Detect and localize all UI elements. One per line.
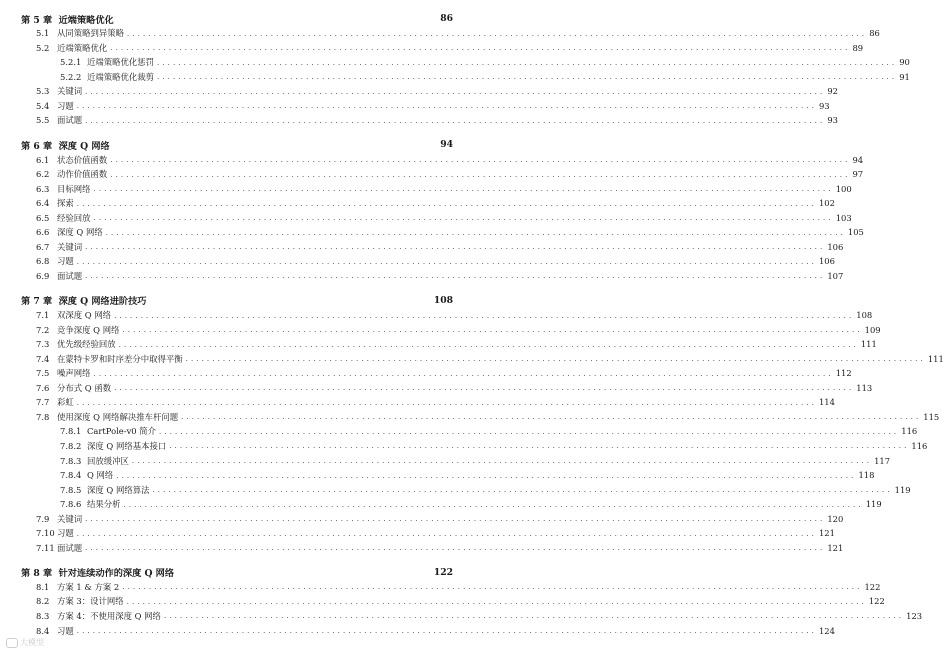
- entry-number: 6.9: [36, 270, 50, 281]
- dot-leader: ...........................................................................................................................................: [76, 257, 817, 266]
- dot-leader: ...........................................................................................................................................: [114, 384, 855, 393]
- entry-title: 关键词: [57, 513, 83, 524]
- toc-subsection[interactable]: [60, 498, 882, 511]
- dot-leader: ...........................................................................................................................................: [185, 355, 926, 364]
- entry-title: 经验回放: [57, 212, 91, 223]
- toc-section[interactable]: [36, 309, 873, 322]
- entry-title: 动作价值函数: [57, 169, 108, 179]
- entry-page: 119: [865, 499, 882, 510]
- dot-leader: ...........................................................................................................................................: [122, 326, 863, 334]
- entry-title: 关键词: [57, 241, 83, 252]
- chapter-title: [21, 138, 440, 152]
- entry-page: 114: [818, 397, 835, 408]
- entry-number: 7.5: [36, 368, 50, 379]
- dot-leader: ...........................................................................................................................................: [76, 102, 817, 111]
- entry-title: 噪声网络: [57, 368, 91, 379]
- entry-page: 121: [827, 542, 844, 553]
- dot-leader: ...........................................................................................................................................: [163, 612, 905, 621]
- entry-title: CartPole-v0 简介: [87, 426, 157, 437]
- dot-leader: ...........................................................................................................................................: [110, 156, 851, 164]
- entry-title: 面试题: [57, 115, 83, 126]
- chapter-name: 近端策略优化: [58, 14, 114, 26]
- dot-leader: ...........................................................................................................................................: [85, 544, 826, 553]
- toc-subsection[interactable]: [60, 483, 911, 496]
- entry-page: 107: [827, 270, 844, 281]
- entry-page: 116: [901, 426, 918, 437]
- dot-leader: ...........................................................................................................................................: [93, 214, 834, 223]
- toc-section[interactable]: [36, 381, 873, 394]
- entry-number: 6.7: [36, 241, 50, 252]
- dot-leader: ...........................................................................................................................................: [118, 340, 859, 349]
- toc-section[interactable]: [36, 512, 844, 525]
- entry-page: 105: [847, 227, 864, 238]
- entry-page: 123: [906, 610, 923, 621]
- entry-title: 探索: [57, 198, 74, 209]
- entry-title: 回放缓冲区: [87, 455, 129, 466]
- entry-page: 93: [827, 115, 838, 126]
- entry-title: 关键词: [57, 86, 83, 97]
- entry-title: 双深度 Q 网络: [57, 310, 112, 320]
- toc-section[interactable]: [36, 197, 835, 210]
- entry-number: 5.4: [36, 100, 50, 111]
- entry-number: 5.2.1: [60, 57, 82, 68]
- entry-page: 112: [835, 368, 852, 379]
- dot-leader: ...........................................................................................................................................: [159, 427, 900, 436]
- dot-leader: ...........................................................................................................................................: [131, 457, 873, 465]
- entry-title: 面试题: [57, 270, 83, 281]
- chapter-page: 86: [440, 13, 453, 24]
- chapter-number: 第 5 章: [21, 14, 53, 26]
- toc-chapter[interactable]: [21, 294, 453, 307]
- entry-number: 6.6: [36, 227, 50, 238]
- watermark-logo-icon: [6, 638, 18, 648]
- dot-leader: ...........................................................................................................................................: [122, 583, 863, 592]
- dot-leader: ...........................................................................................................................................: [85, 515, 826, 524]
- entry-page: 111: [927, 353, 944, 364]
- entry-number: 6.8: [36, 256, 50, 267]
- entry-page: 124: [818, 625, 835, 636]
- entry-number: 7.2: [36, 324, 50, 335]
- entry-title: 彩虹: [57, 397, 74, 408]
- entry-title: 使用深度 Q 网络解决推车杆问题: [57, 411, 179, 422]
- entry-page: 119: [894, 484, 911, 495]
- entry-page: 93: [818, 100, 830, 111]
- dot-leader: ...........................................................................................................................................: [93, 369, 834, 378]
- toc-subsection[interactable]: [60, 454, 891, 467]
- entry-page: 108: [856, 310, 873, 320]
- dot-leader: ...........................................................................................................................................: [85, 87, 826, 96]
- entry-page: 118: [858, 470, 875, 480]
- entry-page: 89: [852, 42, 864, 53]
- chapter-number: 第 8 章: [21, 568, 53, 580]
- entry-title: 深度 Q 网络: [57, 227, 103, 238]
- toc-section[interactable]: [36, 580, 881, 593]
- toc-section[interactable]: [36, 168, 864, 181]
- chapter-name: 针对连续动作的深度 Q 网络: [58, 568, 175, 580]
- entry-title: 深度 Q 网络基本接口: [87, 440, 167, 451]
- entry-page: 122: [864, 581, 881, 592]
- dot-leader: ...........................................................................................................................................: [85, 243, 826, 252]
- entry-title: Q 网络: [87, 470, 114, 480]
- toc-subsection[interactable]: [60, 70, 910, 83]
- entry-title: 面试题: [57, 542, 83, 553]
- dot-leader: ...........................................................................................................................................: [127, 29, 868, 38]
- dot-leader: ...........................................................................................................................................: [76, 398, 817, 407]
- entry-number: 7.6: [36, 382, 50, 393]
- toc-chapter[interactable]: [21, 566, 453, 579]
- entry-number: 8.2: [36, 596, 50, 607]
- dot-leader: ...........................................................................................................................................: [110, 44, 851, 53]
- watermark: [6, 637, 44, 648]
- toc-section[interactable]: [36, 182, 852, 195]
- chapter-page: 94: [440, 139, 453, 151]
- dot-leader: ...........................................................................................................................................: [123, 500, 864, 509]
- chapter-title: [21, 293, 434, 307]
- entry-number: 7.8.3: [60, 455, 82, 466]
- chapter-page: 122: [433, 566, 453, 578]
- dot-leader: ...........................................................................................................................................: [105, 228, 846, 237]
- entry-title: 习题: [57, 528, 74, 539]
- entry-number: 7.1: [36, 310, 50, 320]
- entry-page: 97: [852, 169, 864, 179]
- toc-section[interactable]: [36, 114, 838, 127]
- toc-section[interactable]: [36, 99, 830, 112]
- toc-subsection[interactable]: [60, 56, 910, 69]
- entry-number: 6.5: [36, 212, 50, 223]
- dot-leader: ...........................................................................................................................................: [76, 529, 817, 538]
- dot-leader: ...........................................................................................................................................: [93, 185, 834, 194]
- entry-title: 在蒙特卡罗和时序差分中取得平衡: [57, 353, 183, 364]
- entry-title: 近端策略优化惩罚: [87, 57, 154, 68]
- entry-number: 7.4: [36, 353, 50, 364]
- entry-title: 分布式 Q 函数: [57, 382, 112, 393]
- entry-number: 6.2: [36, 169, 50, 179]
- entry-title: 从同策略到异策略: [57, 28, 124, 39]
- dot-leader: ...........................................................................................................................................: [85, 116, 826, 125]
- entry-number: 5.2.2: [60, 71, 82, 82]
- entry-number: 7.8.2: [60, 440, 82, 451]
- toc-subsection[interactable]: [60, 469, 875, 482]
- dot-leader: ...........................................................................................................................................: [116, 471, 857, 480]
- entry-title: 习题: [57, 625, 74, 636]
- entry-page: 100: [835, 183, 852, 194]
- entry-number: 7.3: [36, 339, 50, 350]
- toc-section[interactable]: [36, 226, 864, 239]
- entry-number: 5.2: [36, 42, 50, 53]
- dot-leader: ...........................................................................................................................................: [157, 58, 898, 67]
- entry-page: 103: [835, 212, 852, 223]
- toc-section[interactable]: [36, 541, 844, 554]
- entry-title: 深度 Q 网络算法: [87, 484, 150, 495]
- entry-number: 7.7: [36, 397, 50, 408]
- entry-number: 6.3: [36, 183, 50, 194]
- entry-page: 111: [860, 339, 877, 350]
- entry-page: 109: [864, 324, 881, 335]
- toc-section[interactable]: [36, 211, 852, 224]
- entry-number: 7.8: [36, 411, 50, 422]
- chapter-title: [21, 565, 434, 579]
- entry-page: 91: [899, 71, 910, 82]
- chapter-name: 深度 Q 网络: [58, 140, 110, 152]
- entry-page: 122: [868, 596, 885, 607]
- toc-section[interactable]: [36, 153, 864, 166]
- entry-number: 5.5: [36, 115, 50, 126]
- entry-page: 116: [911, 440, 928, 451]
- dot-leader: ...........................................................................................................................................: [114, 311, 855, 320]
- toc-section[interactable]: [36, 323, 881, 336]
- toc-section[interactable]: [36, 338, 877, 351]
- dot-leader: ...........................................................................................................................................: [76, 627, 817, 635]
- toc-subsection[interactable]: [60, 425, 918, 438]
- entry-page: 90: [899, 57, 910, 68]
- entry-title: 方案 1 & 方案 2: [57, 581, 120, 592]
- chapter-page: 108: [433, 294, 453, 306]
- chapter-name: 深度 Q 网络进阶技巧: [58, 296, 147, 308]
- entry-number: 7.8.6: [60, 499, 82, 510]
- toc-section[interactable]: [36, 527, 835, 540]
- toc-subsection[interactable]: [60, 439, 928, 452]
- toc-chapter[interactable]: [21, 138, 453, 151]
- entry-page: 94: [852, 154, 864, 165]
- watermark-text: 大模型: [20, 638, 44, 647]
- entry-title: 习题: [57, 256, 74, 267]
- toc-section[interactable]: [36, 609, 923, 622]
- toc-section[interactable]: [36, 352, 944, 365]
- toc-section[interactable]: [36, 255, 835, 268]
- entry-page: 121: [818, 528, 835, 539]
- entry-number: 7.8.4: [60, 470, 82, 480]
- chapter-number: 第 6 章: [21, 140, 53, 152]
- toc-section[interactable]: [36, 396, 835, 409]
- entry-number: 7.11: [36, 542, 55, 553]
- entry-page: 102: [818, 198, 835, 209]
- entry-page: 115: [923, 411, 940, 422]
- entry-number: 8.4: [36, 625, 50, 636]
- entry-title: 近端策略优化: [57, 42, 108, 53]
- entry-page: 106: [818, 256, 835, 267]
- toc-section[interactable]: [36, 595, 885, 608]
- entry-number: 8.1: [36, 581, 50, 592]
- toc-section[interactable]: [36, 240, 844, 253]
- entry-number: 7.8.1: [60, 426, 82, 437]
- entry-number: 7.9: [36, 513, 50, 524]
- entry-title: 状态价值函数: [57, 154, 108, 165]
- entry-title: 习题: [57, 100, 74, 111]
- toc-section[interactable]: [36, 367, 852, 380]
- entry-number: 8.3: [36, 610, 50, 621]
- entry-title: 方案 3：设计网络: [57, 596, 124, 607]
- entry-number: 6.4: [36, 198, 50, 209]
- entry-number: 5.3: [36, 86, 50, 97]
- toc-section[interactable]: [36, 269, 844, 282]
- toc-section[interactable]: [36, 410, 940, 423]
- entry-page: 120: [827, 513, 844, 524]
- entry-title: 结果分析: [87, 499, 121, 510]
- toc-section[interactable]: [36, 27, 880, 40]
- entry-page: 117: [874, 455, 891, 466]
- toc-section[interactable]: [36, 41, 864, 54]
- entry-number: 5.1: [36, 28, 50, 39]
- entry-title: 优先级经验回放: [57, 339, 116, 350]
- entry-page: 86: [869, 28, 880, 39]
- entry-title: 竞争深度 Q 网络: [57, 324, 120, 335]
- toc-section[interactable]: [36, 85, 838, 98]
- dot-leader: ...........................................................................................................................................: [181, 413, 922, 422]
- dot-leader: ...........................................................................................................................................: [169, 442, 910, 451]
- entry-page: 92: [827, 86, 838, 97]
- entry-title: 近端策略优化裁剪: [87, 71, 154, 82]
- chapter-number: 第 7 章: [21, 296, 53, 308]
- entry-page: 113: [856, 382, 873, 393]
- entry-title: 目标网络: [57, 183, 91, 194]
- entry-number: 7.10: [36, 528, 55, 539]
- dot-leader: ...........................................................................................................................................: [85, 272, 826, 281]
- entry-page: 106: [827, 241, 844, 252]
- dot-leader: ...........................................................................................................................................: [110, 170, 851, 179]
- entry-number: 7.8.5: [60, 484, 82, 495]
- entry-title: 方案 4：不使用深度 Q 网络: [57, 610, 161, 621]
- dot-leader: ...........................................................................................................................................: [126, 597, 867, 606]
- toc-section[interactable]: [36, 624, 835, 637]
- entry-number: 6.1: [36, 154, 50, 165]
- dot-leader: ...........................................................................................................................................: [157, 73, 898, 82]
- dot-leader: ...........................................................................................................................................: [76, 199, 817, 208]
- chapter-title: [21, 12, 440, 26]
- toc-chapter[interactable]: [21, 12, 453, 25]
- dot-leader: ...........................................................................................................................................: [152, 486, 893, 495]
